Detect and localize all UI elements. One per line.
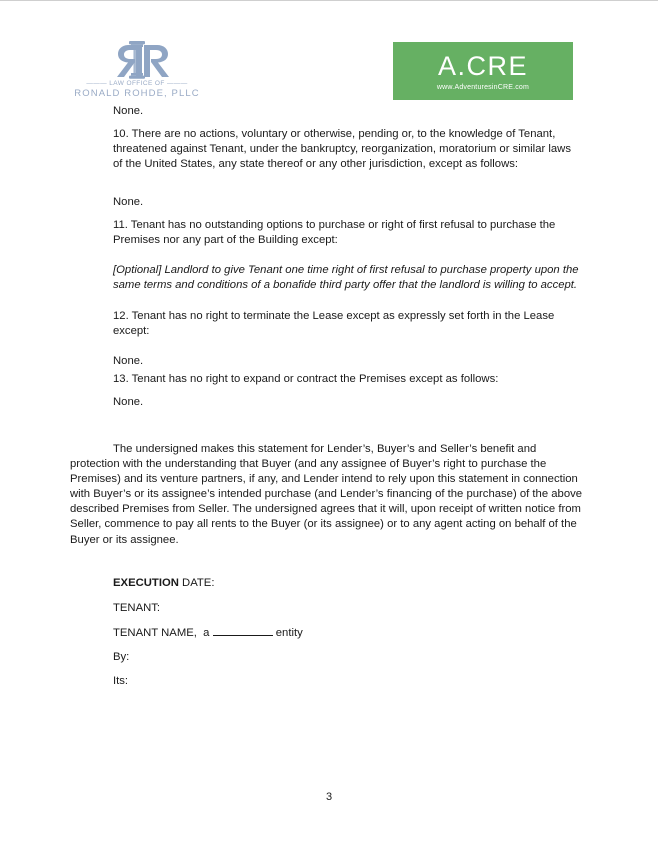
clause-item-13: 13. Tenant has no right to expand or contract the Premises except as follows: xyxy=(113,373,499,385)
page-number: 3 xyxy=(325,791,333,803)
clause-item-10: 10. There are no actions, voluntary or otherwise, pending or, to the knowledge of Tenant, threatened against Tenant, under the bankruptcy, reorganization, moratorium or similar laws of the United States, any state thereof or any other jurisdiction, except as follows: xyxy=(113,128,571,171)
tenant-name-entity-line xyxy=(113,626,303,641)
answer-none-item-12: None. xyxy=(113,355,144,367)
acre-logo-title: A.CRE xyxy=(437,51,529,81)
undersigned-reliance-paragraph: The undersigned makes this statement for Lender’s, Buyer’s and Seller’s benefit and protection with the understanding that Buyer (and any assignee of Buyer’s right to purchase the Premises) and its venture partners, if any, and Lender intend to rely upon this statement in connection with Buyer’s or its assignee’s intended purchase (and Lender’s financing of the purchase) of the above described Premises from Seller. The undersigned agrees that it will, upon receipt of written notice from Seller, commence to pay all rents to the Buyer (or its assignee) or to any agent acting on behalf of the Buyer or its assignee. xyxy=(70,443,583,546)
clause-item-11: 11. Tenant has no outstanding options to purchase or right of first refusal to purchase the Premises nor any part of the Building except: xyxy=(113,219,556,247)
tenant-label: TENANT: xyxy=(113,602,161,614)
answer-none-item-9: None. xyxy=(113,105,144,117)
clause-item-12: 12. Tenant has no right to terminate the Lease except as expressly set forth in the Lease except: xyxy=(113,310,555,338)
law-office-name: RONALD ROHDE, PLLC xyxy=(74,88,200,99)
acre-logo-url: www.AdventuresinCRE.com xyxy=(436,84,530,91)
answer-none-item-10: None. xyxy=(113,196,144,208)
law-office-logo xyxy=(72,37,202,100)
execution-date-line xyxy=(113,576,214,591)
acre-logo xyxy=(393,42,573,100)
entity-type-blank[interactable] xyxy=(213,626,273,636)
signature-by-label: By: xyxy=(113,651,130,663)
signature-its-label: Its: xyxy=(113,675,129,687)
document-header xyxy=(0,1,658,106)
tenant-name-suffix: entity xyxy=(272,627,303,639)
optional-clause-item-11: [Optional] Landlord to give Tenant one time right of first refusal to purchase property upon the same terms and conditions of a bonafide third party offer that the landlord is willing to accept. xyxy=(113,264,579,292)
tenant-name-prefix: TENANT NAME, a xyxy=(113,627,213,639)
answer-none-item-13: None. xyxy=(113,396,144,408)
law-office-tagline: ——— LAW OFFICE OF ——— xyxy=(86,80,188,87)
execution-date-label: DATE: xyxy=(178,577,215,589)
execution-label: EXECUTION xyxy=(113,577,179,589)
mirrored-r-column-monogram-icon xyxy=(72,37,202,79)
